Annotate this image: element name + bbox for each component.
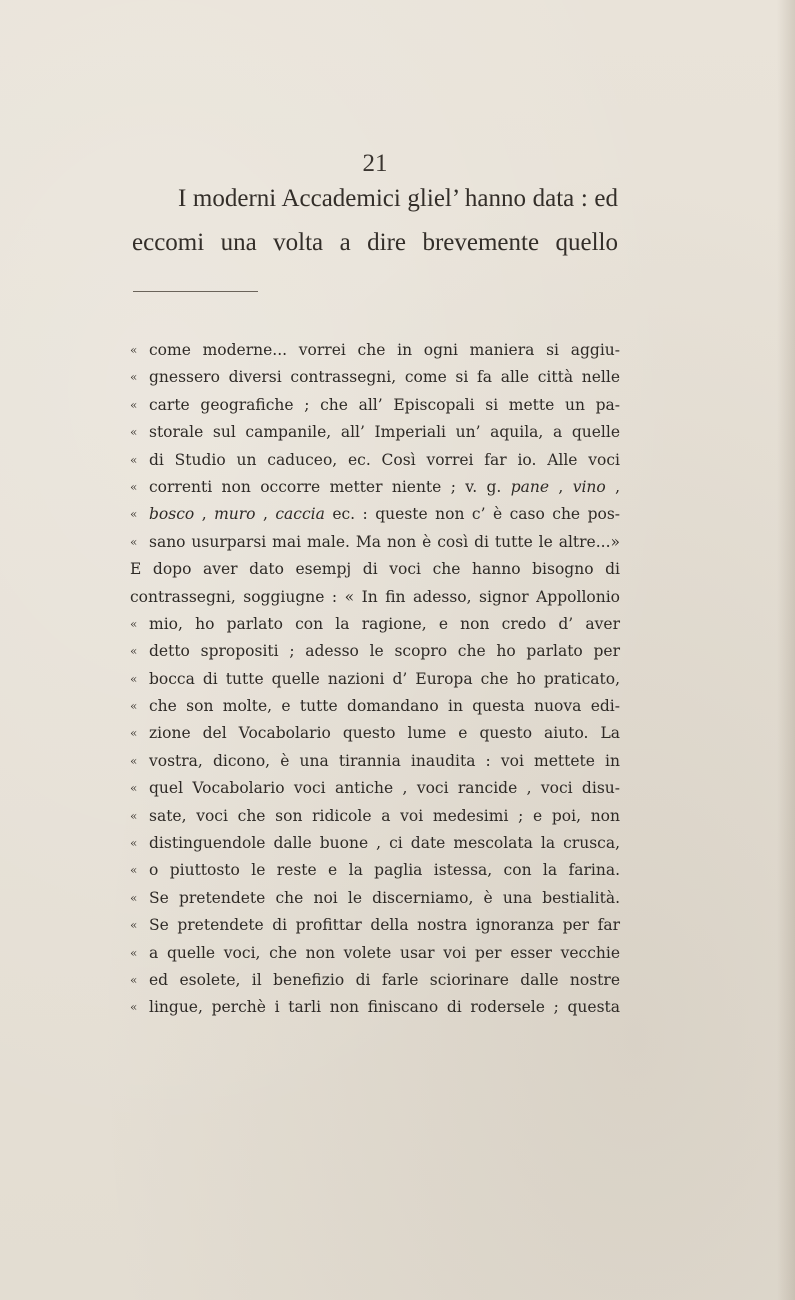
quote-mark: « (130, 534, 138, 549)
page-number: 21 (362, 150, 388, 177)
page-edge-shadow (777, 0, 795, 1300)
footnote-line: « sate, voci che son ridicole a voi medesimi ; e poi, non (130, 803, 620, 830)
quote-mark: « (130, 699, 138, 714)
italic-example-word: vino (572, 477, 606, 496)
quote-mark: « (130, 918, 138, 933)
footnote-line: « a quelle voci, che non volete usar voi per esser vecchie (130, 940, 620, 967)
quote-mark: « (130, 753, 138, 768)
footnote-line: « o piuttosto le reste e la paglia istessa, con la farina. (130, 857, 620, 884)
footnote-line: « ed esolete, il benefizio di farle sciorinare dalle nostre (130, 967, 620, 994)
footnote-line: « zione del Vocabolario questo lume e questo aiuto. La (130, 720, 620, 747)
italic-example-word: muro (214, 505, 256, 524)
footnote-line: « distinguendole dalle buone , ci date mescolata la crusca, (130, 830, 620, 857)
footnote-line: « gnessero diversi contrassegni, come si fa alle città nelle (130, 364, 620, 391)
footnote-line: « bocca di tutte quelle nazioni d’ Europa che ho praticato, (130, 666, 620, 693)
quote-mark: « (130, 616, 138, 631)
quote-mark: « (130, 890, 138, 905)
footnote-line: « di Studio un caduceo, ec. Così vorrei far io. Alle voci (130, 447, 620, 474)
footnote-line: « storale sul campanile, all’ Imperiali un’ aquila, a quelle (130, 419, 620, 446)
quote-mark: « (130, 507, 138, 522)
quote-mark: « (130, 343, 138, 357)
quote-mark: « (130, 726, 138, 741)
footnote-line: « sano usurparsi mai male. Ma non è così di tutte le altre...» (130, 529, 620, 556)
footnote-line: contrassegni, soggiugne : « In fin adesso, signor Appollonio (130, 587, 620, 606)
main-text (132, 177, 618, 265)
quote-mark: « (130, 972, 138, 987)
footnote-line: « che son molte, e tutte domandano in questa nuova edi- (130, 693, 620, 720)
italic-example-word: bosco (149, 505, 195, 524)
main-text-line: I moderni Accademici gliel’ hanno data : ed (178, 185, 618, 212)
italic-example-word: pane (510, 477, 550, 496)
quote-mark: « (130, 452, 138, 467)
footnote (130, 337, 620, 1022)
footnote-divider (133, 291, 258, 292)
footnote-line: « come moderne... vorrei che in ogni maniera si aggiu- (130, 337, 620, 364)
quote-mark: « (130, 945, 138, 960)
footnote-line: « correnti non occorre metter niente ; v. g. pane , vino , (130, 474, 620, 501)
quote-mark: « (130, 1000, 138, 1015)
quote-mark: « (130, 863, 138, 878)
quote-mark: « (130, 479, 138, 494)
footnote-line: « mio, ho parlato con la ragione, e non credo d’ aver (130, 611, 620, 638)
quote-mark: « (130, 397, 138, 412)
quote-mark: « (130, 370, 138, 385)
footnote-line: E dopo aver dato esempj di voci che hanno bisogno di (130, 560, 620, 579)
quote-mark: « (130, 644, 138, 659)
quote-mark: « (130, 781, 138, 796)
quote-mark: « (130, 836, 138, 851)
italic-example-word: caccia (275, 505, 325, 524)
footnote-line: « carte geografiche ; che all’ Episcopali si mette un pa- (130, 392, 620, 419)
quote-mark: « (130, 808, 138, 823)
footnote-line: « vostra, dicono, è una tirannia inaudita : voi mettete in (130, 748, 620, 775)
quote-mark: « (130, 671, 138, 686)
footnote-line: « quel Vocabolario voci antiche , voci rancide , voci disu- (130, 775, 620, 802)
footnote-line: « detto spropositi ; adesso le scopro che ho parlato per (130, 638, 620, 665)
footnote-line: « Se pretendete che noi le discerniamo, è una bestialità. (130, 885, 620, 912)
quote-mark: « (130, 425, 138, 440)
main-text-line: eccomi una volta a dire brevemente quello (132, 229, 618, 256)
footnote-line: « lingue, perchè i tarli non finiscano di rodersele ; questa (130, 994, 620, 1021)
footnote-line: « bosco , muro , caccia ec. : queste non c’ è caso che pos- (130, 501, 620, 528)
footnote-line: « Se pretendete di profittar della nostra ignoranza per far (130, 912, 620, 939)
